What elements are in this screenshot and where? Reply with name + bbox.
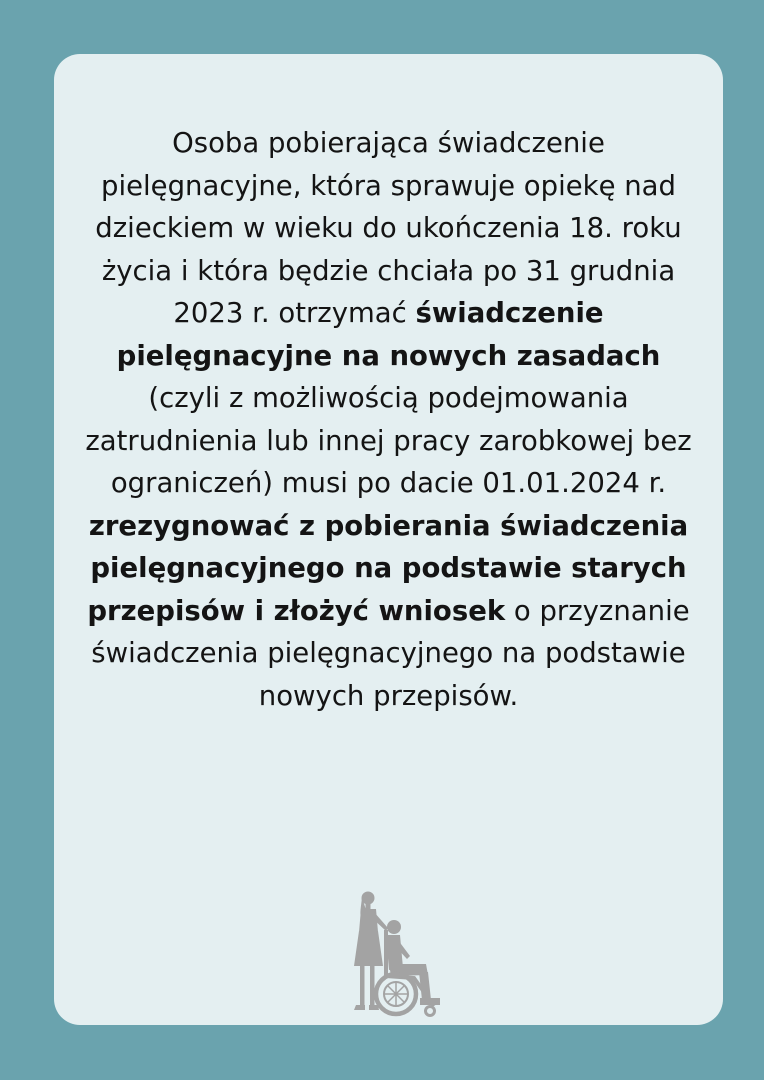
paragraph-bold-2: zrezygnować z pobierania świadczenia pielęgnacyjnego na podstawie starych przepisów i złożyć wniosek [87,509,689,627]
info-paragraph [84,122,693,717]
paragraph-text-1: Osoba pobierająca świadczenie pielęgnacyjne, która sprawuje opiekę nad dzieckiem w wieku do ukończenia 18. roku życia i która będzie chciała po 31 grudnia 2023 r. otrzymać [95,127,682,329]
info-card [54,54,723,1025]
paragraph-text-2: (czyli z możliwością podejmowania zatrudnienia lub innej pracy zarobkowej bez ograniczeń) musi po dacie 01.01.2024 r. [85,382,692,499]
paragraph-bold-1: świadczenie pielęgnacyjne na nowych zasadach [116,297,661,372]
paragraph-text-3: o przyznanie świadczenia pielęgnacyjnego na podstawie nowych przepisów. [91,594,690,712]
caregiver-with-wheelchair-user-icon [346,888,450,1018]
